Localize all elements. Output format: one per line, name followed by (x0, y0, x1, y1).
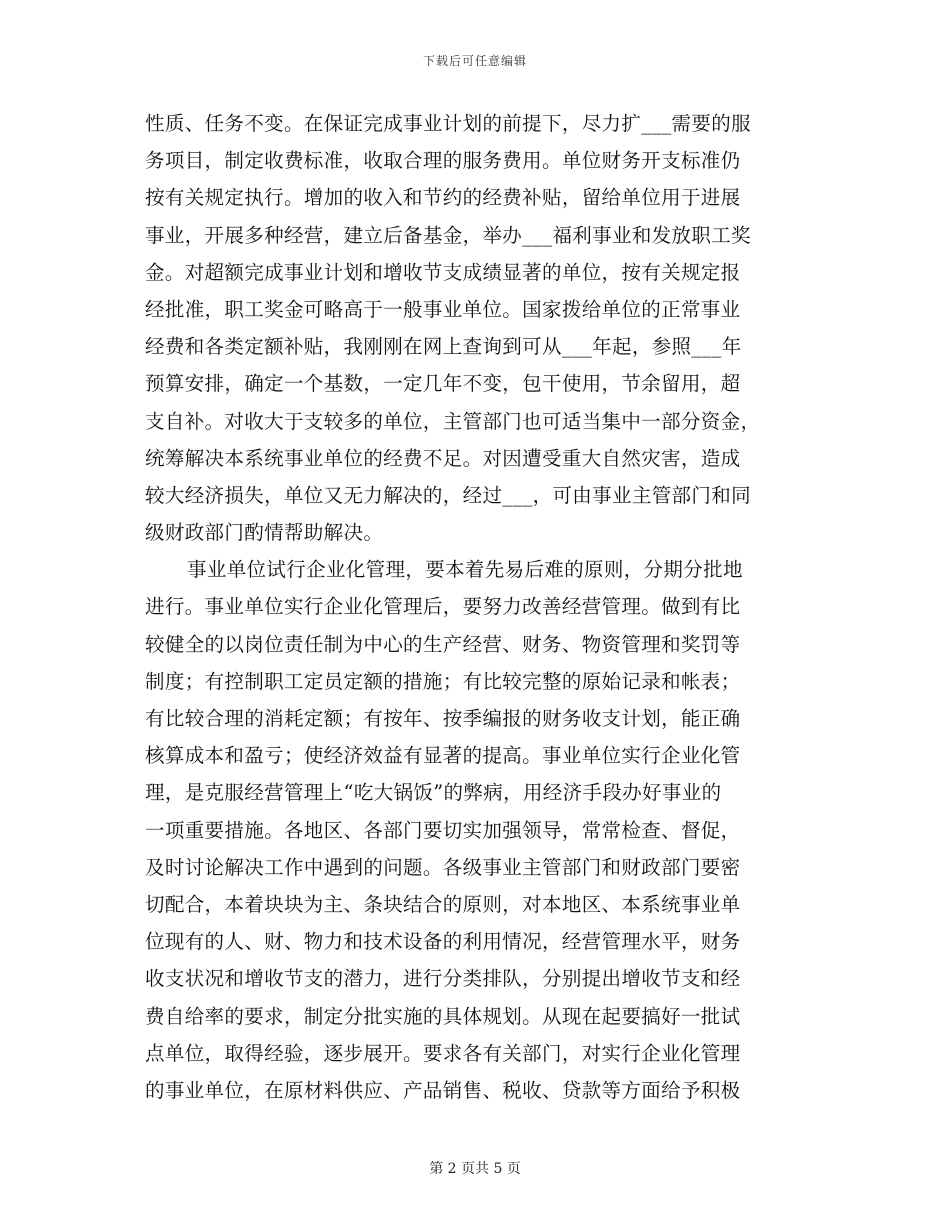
body-line: 事业，开展多种经营，建立后备基金，举办___福利事业和发放职工奖 (145, 223, 751, 247)
paragraph-start-line: 事业单位试行企业化管理，要本着先易后难的原则，分期分批地 (187, 558, 743, 582)
body-line: 核算成本和盈亏；使经济效益有显著的提高。事业单位实行企业化管 (145, 744, 741, 768)
body-line: 较大经济损失，单位又无力解决的，经过___，可由事业主管部门和同 (145, 483, 751, 507)
body-line: 预算安排，确定一个基数，一定几年不变，包干使用，节余留用，超 (145, 372, 741, 396)
body-line: 务项目，制定收费标准，收取合理的服务费用。单位财务开支标准仍 (145, 149, 741, 173)
body-line: 制度；有控制职工定员定额的措施；有比较完整的原始记录和帐表； (145, 669, 741, 693)
body-line: 一项重要措施。各地区、各部门要切实加强领导，常常检查、督促， (145, 818, 741, 842)
body-line: 有比较合理的消耗定额；有按年、按季编报的财务收支计划，能正确 (145, 707, 741, 730)
body-line: 金。对超额完成事业计划和增收节支成绩显著的单位，按有关规定报 (145, 260, 741, 284)
body-line: 经批准，职工奖金可略高于一般事业单位。国家拨给单位的正常事业 (145, 297, 741, 321)
body-line: 性质、任务不变。在保证完成事业计划的前提下，尽力扩___需要的服 (145, 112, 751, 135)
body-line: 费自给率的要求，制定分批实施的具体规划。从现在起要搞好一批试 (145, 1004, 741, 1028)
body-line: 收支状况和增收节支的潜力，进行分类排队，分别提出增收节支和经 (145, 967, 741, 991)
document-body (145, 105, 805, 1109)
body-line: 及时讨论解决工作中遇到的问题。各级事业主管部门和财政部门要密 (145, 855, 741, 879)
body-line: 按有关规定执行。增加的收入和节约的经费补贴，留给单位用于进展 (145, 186, 741, 210)
body-line: 的事业单位，在原材料供应、产品销售、税收、贷款等方面给予积极 (145, 1078, 741, 1102)
page-header: 下载后可任意编辑 (422, 54, 527, 68)
body-line: 切配合，本着块块为主、条块结合的原则，对本地区、本系统事业单 (145, 892, 741, 916)
body-line: 支自补。对收大于支较多的单位，主管部门也可适当集中一部分资金， (145, 409, 761, 433)
body-line: 统筹解决本系统事业单位的经费不足。对因遭受重大自然灾害，造成 (145, 446, 741, 470)
body-line: 理，是克服经营管理上“吃大锅饭”的弊病，用经济手段办好事业的 (145, 781, 722, 805)
body-line: 经费和各类定额补贴，我刚刚在网上查询到可从___年起，参照___年 (145, 335, 742, 359)
body-line: 进行。事业单位实行企业化管理后，要努力改善经营管理。做到有比 (145, 595, 741, 619)
page-number-footer: 第 2 页共 5 页 (429, 1161, 521, 1177)
body-line: 级财政部门酌情帮助解决。 (145, 521, 384, 545)
body-line: 较健全的以岗位责任制为中心的生产经营、财务、物资管理和奖罚等 (145, 632, 741, 656)
body-line: 位现有的人、财、物力和技术设备的利用情况，经营管理水平，财务 (145, 930, 741, 954)
body-line: 点单位，取得经验，逐步展开。要求各有关部门，对实行企业化管理 (145, 1041, 741, 1065)
